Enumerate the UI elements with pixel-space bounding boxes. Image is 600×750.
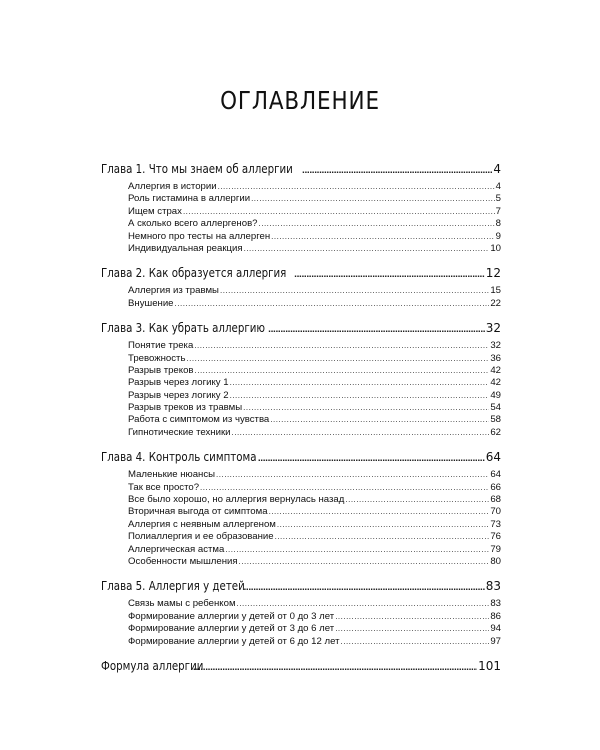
toc-leader-dots <box>302 162 492 179</box>
toc-item-entry[interactable] <box>101 611 501 623</box>
toc-leader-dots <box>194 340 489 352</box>
toc-item-entry[interactable] <box>101 482 501 494</box>
toc-item-page: 9 <box>495 230 501 242</box>
toc-leader-dots <box>270 414 489 426</box>
toc-item-entry[interactable] <box>101 494 501 506</box>
toc-chapter-block <box>101 657 501 674</box>
toc-item-entry[interactable] <box>101 519 501 531</box>
toc-item-label: Разрыв через логику 2 <box>128 389 229 401</box>
toc-leader-dots <box>258 450 485 467</box>
toc-leader-dots <box>230 390 490 402</box>
toc-chapter-block <box>101 577 501 648</box>
toc-leader-dots <box>230 377 490 389</box>
toc-item-label: Тревожность <box>128 352 186 364</box>
toc-item-entry[interactable] <box>101 206 501 218</box>
toc-item-page: 73 <box>490 518 501 530</box>
toc-item-entry[interactable] <box>101 544 501 556</box>
toc-leader-dots <box>243 579 484 596</box>
toc-item-page: 15 <box>490 285 501 297</box>
toc-item-page: 49 <box>490 389 501 401</box>
toc-item-entry[interactable] <box>101 506 501 518</box>
toc-item-page: 70 <box>490 506 501 518</box>
toc-item-entry[interactable] <box>101 285 501 297</box>
toc-item-label: Ищем страх <box>128 205 182 217</box>
toc-chapter-page: 12 <box>485 266 501 281</box>
toc-item-page: 10 <box>490 242 501 254</box>
toc-leader-dots <box>268 321 485 338</box>
toc-item-label: Разрыв треков <box>128 364 194 376</box>
toc-chapter-block <box>101 160 501 255</box>
toc-leader-dots <box>216 469 489 481</box>
toc-leader-dots <box>237 598 490 610</box>
toc-item-label: Немного про тесты на аллерген <box>128 230 271 242</box>
toc-item-page: 86 <box>490 610 501 622</box>
toc-item-label: Роль гистамина в аллергии <box>128 193 251 205</box>
toc-item-label: Гипнотические техники <box>128 426 231 438</box>
toc-item-entry[interactable] <box>101 556 501 568</box>
toc-item-entry[interactable] <box>101 414 501 426</box>
toc-item-page: 94 <box>490 623 501 635</box>
toc-item-page: 64 <box>490 469 501 481</box>
toc-item-label: Индивидуальная реакция <box>128 242 243 254</box>
toc-item-label: Разрыв треков из травмы <box>128 402 243 414</box>
toc-chapter-label: Глава 4. Контроль симптома <box>101 449 257 465</box>
toc-item-page: 4 <box>495 181 501 192</box>
toc-item-page: 54 <box>490 402 501 414</box>
toc-chapter-page: 4 <box>493 162 501 176</box>
toc-item-page: 22 <box>490 297 501 309</box>
toc-chapter-entry[interactable] <box>101 657 501 674</box>
toc-chapter-page: 83 <box>485 579 501 594</box>
toc-item-page: 97 <box>490 635 501 647</box>
toc-item-entry[interactable] <box>101 193 501 205</box>
toc-item-page: 79 <box>490 543 501 555</box>
toc-item-entry[interactable] <box>101 353 501 365</box>
toc-item-label: Внушение <box>128 297 174 309</box>
toc-chapter-block <box>101 448 501 568</box>
toc-item-label: Формирование аллергии у детей от 6 до 12 лет <box>128 635 340 647</box>
toc-item-page: 42 <box>490 364 501 376</box>
toc-item-entry[interactable] <box>101 390 501 402</box>
toc-leader-dots <box>335 611 489 623</box>
toc-chapter-entry[interactable] <box>101 264 501 281</box>
toc-item-page: 5 <box>495 193 501 205</box>
toc-item-entry[interactable] <box>101 365 501 377</box>
toc-chapter-entry[interactable] <box>101 160 501 177</box>
toc-item-label: Аллергия с неявным аллергеном <box>128 518 276 530</box>
toc-leader-dots <box>341 636 490 648</box>
toc-item-label: Работа с симптомом из чувства <box>128 414 270 426</box>
toc-chapter-entry[interactable] <box>101 577 501 594</box>
toc-item-entry[interactable] <box>101 218 501 230</box>
toc-item-page: 62 <box>490 426 501 438</box>
toc-item-label: Формирование аллергии у детей от 3 до 6 лет <box>128 623 335 635</box>
toc-leader-dots <box>218 181 495 193</box>
toc-item-entry[interactable] <box>101 469 501 481</box>
toc-item-entry[interactable] <box>101 636 501 648</box>
toc-item-label: Особенности мышления <box>128 555 238 567</box>
toc-item-entry[interactable] <box>101 377 501 389</box>
page-title: ОГЛАВЛЕНИЕ <box>220 86 380 115</box>
toc-item-page: 36 <box>490 352 501 364</box>
toc-item-entry[interactable] <box>101 243 501 255</box>
toc-item-label: Так все просто? <box>128 481 200 493</box>
toc-chapter-block <box>101 264 501 310</box>
toc-leader-dots <box>244 243 490 255</box>
table-of-contents <box>101 160 501 683</box>
toc-item-page: 32 <box>490 340 501 352</box>
toc-chapter-label: Глава 2. Как образуется аллергия <box>101 265 287 281</box>
toc-leader-dots <box>200 482 489 494</box>
toc-leader-dots <box>220 285 489 297</box>
toc-item-page: 7 <box>495 205 501 217</box>
toc-chapter-label: Глава 5. Аллергия у детей <box>101 578 245 594</box>
toc-leader-dots <box>259 218 495 230</box>
toc-item-entry[interactable] <box>101 402 501 414</box>
toc-leader-dots <box>294 266 485 283</box>
toc-item-entry[interactable] <box>101 531 501 543</box>
toc-chapter-page: 101 <box>478 658 501 673</box>
toc-item-entry[interactable] <box>101 181 501 193</box>
toc-leader-dots <box>275 531 490 543</box>
toc-leader-dots <box>183 206 495 218</box>
toc-item-entry[interactable] <box>101 598 501 610</box>
toc-item-entry[interactable] <box>101 427 501 439</box>
toc-leader-dots <box>269 506 490 518</box>
toc-item-page: 80 <box>490 555 501 567</box>
toc-item-label: Связь мамы с ребенком <box>128 598 236 610</box>
toc-item-label: Формирование аллергии у детей от 0 до 3 лет <box>128 610 335 622</box>
toc-item-label: Аллергия из травмы <box>128 285 219 297</box>
toc-leader-dots <box>232 427 490 439</box>
toc-leader-dots <box>345 494 489 506</box>
toc-chapter-entry[interactable] <box>101 448 501 465</box>
toc-item-label: Все было хорошо, но аллергия вернулась назад <box>128 494 345 506</box>
toc-leader-dots <box>193 659 477 676</box>
toc-leader-dots <box>186 353 489 365</box>
toc-item-label: Полиаллергия и ее образование <box>128 531 274 543</box>
toc-item-entry[interactable] <box>101 298 501 310</box>
toc-item-label: Вторичная выгода от симптома <box>128 506 268 518</box>
toc-leader-dots <box>271 231 495 243</box>
toc-item-page: 42 <box>490 377 501 389</box>
toc-item-label: Маленькие нюансы <box>128 469 216 481</box>
toc-leader-dots <box>251 193 495 205</box>
toc-item-page: 68 <box>490 494 501 506</box>
toc-item-entry[interactable] <box>101 623 501 635</box>
toc-leader-dots <box>335 623 489 635</box>
toc-item-page: 58 <box>490 414 501 426</box>
toc-chapter-label: Глава 3. Как убрать аллергию <box>101 320 266 336</box>
toc-leader-dots <box>243 402 489 414</box>
toc-leader-dots <box>175 298 490 310</box>
toc-item-label: Разрыв через логику 1 <box>128 377 229 389</box>
toc-item-page: 76 <box>490 531 501 543</box>
toc-chapter-label: Формула аллергии <box>101 657 204 673</box>
toc-leader-dots <box>195 365 490 377</box>
toc-leader-dots <box>239 556 490 568</box>
toc-item-label: Понятие трека <box>128 340 194 352</box>
toc-chapter-label: Глава 1. Что мы знаем об аллергии <box>101 161 293 176</box>
toc-leader-dots <box>277 519 489 531</box>
toc-item-entry[interactable] <box>101 231 501 243</box>
toc-chapter-page: 32 <box>485 321 501 336</box>
toc-item-label: Аллергическая астма <box>128 543 225 555</box>
toc-chapter-page: 64 <box>485 450 501 465</box>
toc-item-page: 8 <box>495 218 501 230</box>
toc-item-label: Аллергия в истории <box>128 181 217 192</box>
toc-leader-dots <box>225 544 489 556</box>
toc-chapter-block <box>101 319 501 439</box>
toc-item-page: 83 <box>490 598 501 610</box>
toc-item-page: 66 <box>490 481 501 493</box>
toc-item-entry[interactable] <box>101 340 501 352</box>
toc-item-label: А сколько всего аллергенов? <box>128 218 258 230</box>
toc-chapter-entry[interactable] <box>101 319 501 336</box>
